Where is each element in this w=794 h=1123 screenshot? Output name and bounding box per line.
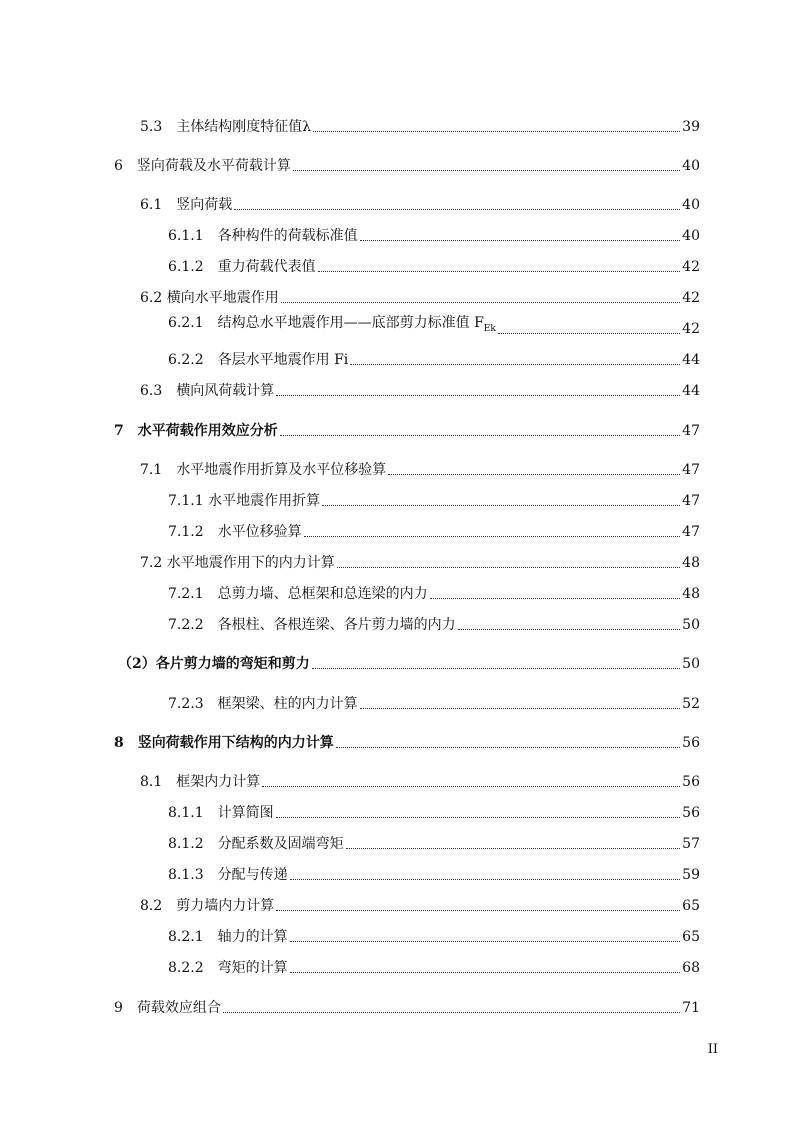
toc-page-number: 44 — [682, 383, 700, 399]
toc-page-number: 42 — [682, 259, 700, 275]
toc-entry-title: 7.1.2 水平位移验算 — [168, 524, 302, 540]
toc-page-number: 47 — [682, 493, 700, 509]
toc-entry-title: 7.1.1 水平地震作用折算 — [168, 493, 321, 509]
dot-leader — [276, 394, 680, 396]
dot-leader — [322, 504, 680, 506]
toc-page-number: 47 — [682, 423, 700, 439]
toc-entry-7-1-2[interactable] — [168, 521, 700, 541]
toc-entry-8-2-1[interactable] — [168, 926, 700, 946]
toc-entry-5-3[interactable] — [140, 116, 700, 136]
toc-page-number: 42 — [682, 321, 700, 337]
dot-leader — [336, 746, 680, 748]
toc-page-number: 56 — [682, 735, 700, 751]
dot-leader — [458, 628, 681, 630]
toc-entry-8[interactable] — [114, 732, 700, 752]
toc-entry-title: 7.2.1 总剪力墙、总框架和总连梁的内力 — [168, 586, 428, 602]
toc-entry-6-1-2[interactable] — [168, 256, 700, 276]
toc-entry-title: 6.1 竖向荷载 — [140, 197, 233, 213]
toc-entry-title: 9 荷载效应组合 — [114, 1000, 221, 1016]
toc-entry-title: 7 水平荷载作用效应分析 — [114, 423, 278, 439]
toc-entry-6-2[interactable] — [140, 287, 700, 307]
toc-page-number: 50 — [682, 617, 700, 633]
toc-entry-shear-wall-moment[interactable] — [118, 653, 700, 673]
toc-entry-title: 6.2.1 结构总水平地震作用——底部剪力标准值 $F_{Ek}$ — [168, 315, 496, 334]
toc-entry-title: 8.2.2 弯矩的计算 — [168, 960, 288, 976]
dot-leader — [276, 816, 681, 818]
toc-entry-title: 6.3 横向风荷载计算 — [140, 383, 275, 399]
toc-entry-title: 7.2.2 各根柱、各根连梁、各片剪力墙的内力 — [168, 617, 456, 633]
dot-leader — [388, 473, 680, 475]
toc-page-number: 48 — [682, 586, 700, 602]
toc-entry-title: 7.2.3 框架梁、柱的内力计算 — [168, 696, 358, 712]
dot-leader — [304, 535, 681, 537]
toc-page-number: 50 — [682, 656, 700, 672]
dot-leader — [337, 566, 680, 568]
toc-entry-7-1[interactable] — [140, 459, 700, 479]
toc-entry-8-1-3[interactable] — [168, 864, 700, 884]
toc-entry-8-2-2[interactable] — [168, 957, 700, 977]
dot-leader — [350, 363, 680, 365]
toc-entry-6-1[interactable] — [140, 194, 700, 214]
toc-page-number: 40 — [682, 228, 700, 244]
toc-page-number: 56 — [682, 805, 700, 821]
toc-page-number: 68 — [682, 960, 700, 976]
dot-leader — [430, 597, 681, 599]
toc-entry-7-1-1[interactable] — [168, 490, 700, 510]
toc-entry-title: 8.1.1 计算简图 — [168, 805, 274, 821]
dot-leader — [223, 1011, 680, 1013]
toc-entry-title: 6.2 横向水平地震作用 — [140, 290, 279, 306]
toc-entry-title: 8.2.1 轴力的计算 — [168, 929, 288, 945]
toc-page-number: 47 — [682, 524, 700, 540]
dot-leader — [276, 909, 680, 911]
toc-entry-title: 6.1.2 重力荷载代表值 — [168, 259, 316, 275]
toc-entry-title: 8.1.3 分配与传递 — [168, 867, 288, 883]
toc-entry-8-1-1[interactable] — [168, 802, 700, 822]
toc-entry-6-2-2[interactable] — [168, 349, 700, 369]
toc-page-number: 65 — [682, 929, 700, 945]
toc-page-number: 44 — [682, 352, 700, 368]
toc-page-number: 65 — [682, 898, 700, 914]
toc-entry-7-2-1[interactable] — [168, 583, 700, 603]
toc-entry-title: 8.2 剪力墙内力计算 — [140, 898, 275, 914]
toc-entry-6[interactable] — [114, 155, 700, 175]
toc-entry-7-2-3[interactable] — [168, 693, 700, 713]
toc-entry-7[interactable] — [114, 420, 700, 440]
toc-entry-8-1[interactable] — [140, 771, 700, 791]
toc-entry-title: 7.2 水平地震作用下的内力计算 — [140, 555, 335, 571]
toc-entry-title: 8 竖向荷载作用下结构的内力计算 — [114, 735, 334, 751]
toc-entry-8-1-2[interactable] — [168, 833, 700, 853]
dot-leader — [318, 270, 681, 272]
toc-entry-7-2-2[interactable] — [168, 614, 700, 634]
toc-entry-7-2[interactable] — [140, 552, 700, 572]
toc-entry-title: 6.1.1 各种构件的荷载标准值 — [168, 228, 358, 244]
toc-page-number: 39 — [682, 119, 700, 135]
dot-leader — [312, 667, 680, 669]
dot-leader — [293, 169, 680, 171]
dot-leader — [360, 239, 681, 241]
toc-page-number: 48 — [682, 555, 700, 571]
toc-page-number: 40 — [682, 158, 700, 174]
toc-page-number: 42 — [682, 290, 700, 306]
toc-entry-6-1-1[interactable] — [168, 225, 700, 245]
toc-entry-title: 8.1.2 分配系数及固端弯矩 — [168, 836, 344, 852]
page-footer-number: II — [707, 1042, 718, 1057]
toc-entry-title: 6.2.2 各层水平地震作用 Fi — [168, 352, 349, 368]
toc-entry-title: 7.1 水平地震作用折算及水平位移验算 — [140, 462, 387, 478]
dot-leader — [280, 434, 680, 436]
dot-leader — [290, 971, 681, 973]
toc-entry-title: 5.3 主体结构刚度特征值λ — [140, 119, 312, 135]
dot-leader — [281, 301, 680, 303]
toc-page-number: 57 — [682, 836, 700, 852]
dot-leader — [498, 332, 680, 334]
dot-leader — [346, 847, 681, 849]
toc-entry-6-3[interactable] — [140, 380, 700, 400]
toc-entry-title: 6 竖向荷载及水平荷载计算 — [114, 158, 291, 174]
toc-entry-9[interactable] — [114, 997, 700, 1017]
toc-page-number: 52 — [682, 696, 700, 712]
toc-entry-8-2[interactable] — [140, 895, 700, 915]
toc-page-number: 71 — [682, 1000, 700, 1016]
toc-entry-title: 8.1 框架内力计算 — [140, 774, 261, 790]
dot-leader — [234, 208, 680, 210]
toc-page-number: 47 — [682, 462, 700, 478]
dot-leader — [313, 130, 680, 132]
toc-entry-6-2-1[interactable] — [168, 315, 700, 338]
toc-page-number: 59 — [682, 867, 700, 883]
dot-leader — [290, 878, 681, 880]
toc-page-number: 40 — [682, 197, 700, 213]
toc-page-number: 56 — [682, 774, 700, 790]
dot-leader — [290, 940, 681, 942]
toc-entry-title: （2）各片剪力墙的弯矩和剪力 — [118, 656, 310, 672]
dot-leader — [360, 707, 681, 709]
dot-leader — [262, 785, 680, 787]
